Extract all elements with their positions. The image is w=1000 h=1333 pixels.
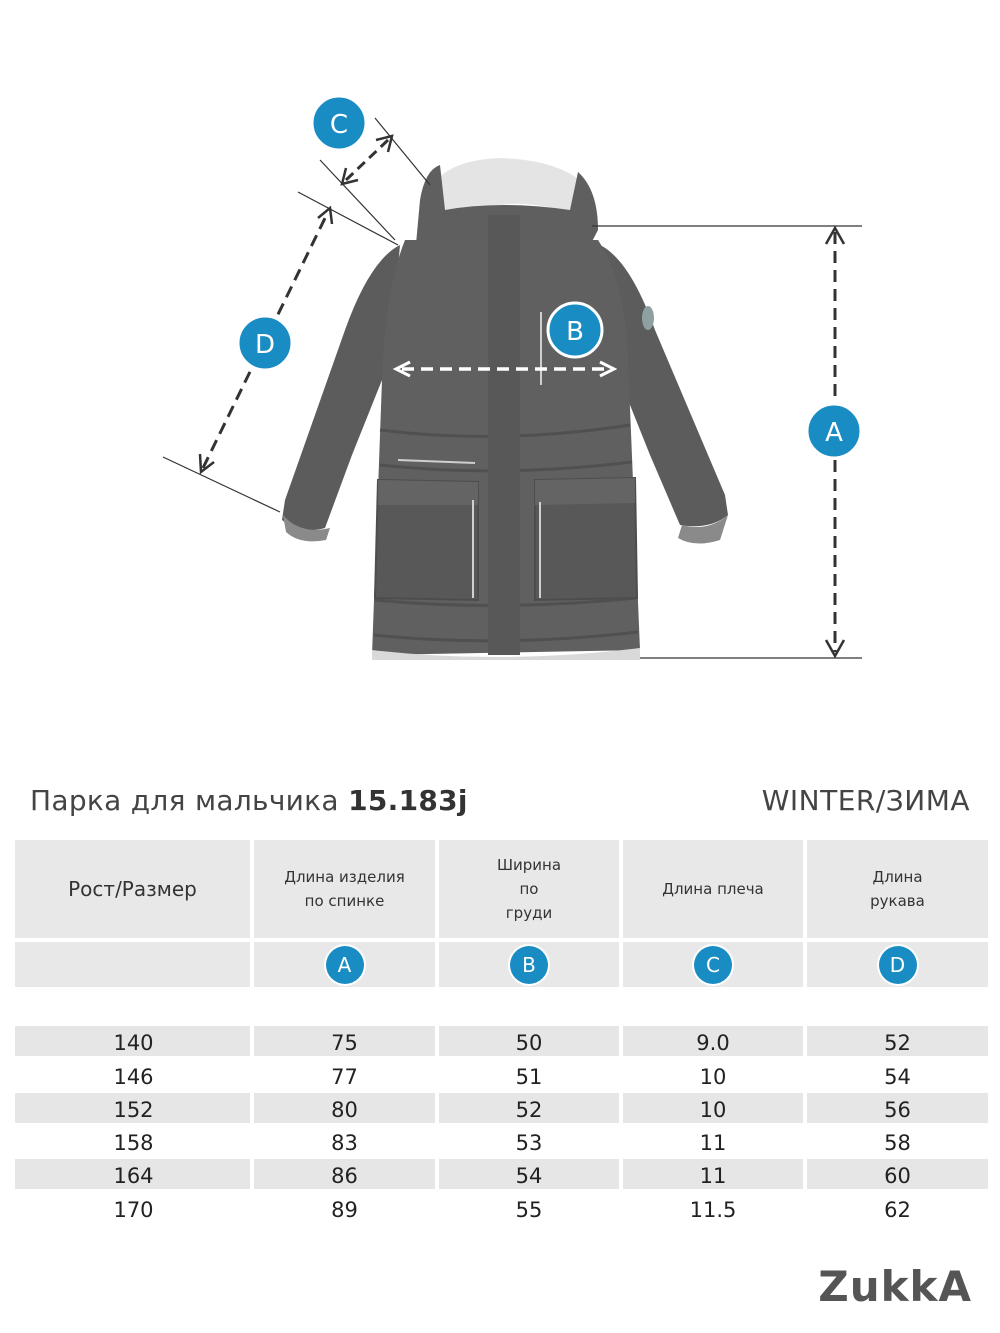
svg-text:B: B: [566, 317, 584, 347]
badge-d: [238, 316, 292, 370]
cell-length: 77: [331, 1065, 358, 1089]
table-row: [15, 1159, 988, 1189]
svg-text:D: D: [254, 330, 276, 360]
cell-sleeve: 52: [884, 1031, 911, 1055]
cell-chest: 55: [515, 1198, 543, 1222]
cell-shoulder: 10: [699, 1098, 727, 1122]
badge-cell-empty: [15, 942, 250, 987]
cell-size: 146: [113, 1065, 154, 1089]
badge-c: [312, 96, 366, 150]
column-header-size: Рост/Размер: [15, 840, 250, 938]
product-title-text: Парка для мальчика: [30, 784, 339, 817]
column-header-length: Длина изделия по спинке: [254, 840, 435, 938]
cell-length: 80: [331, 1098, 358, 1122]
column-header-chest: Ширина по груди: [439, 840, 619, 938]
cell-shoulder: 11.5: [689, 1198, 737, 1222]
product-title: [30, 784, 468, 817]
column-badge-c: C: [694, 946, 732, 984]
brand-logo: ZukkA: [818, 1262, 972, 1311]
cell-size: 164: [113, 1164, 154, 1188]
cell-shoulder: 11: [699, 1131, 727, 1155]
cell-sleeve: 56: [884, 1098, 911, 1122]
cell-sleeve: 62: [884, 1198, 911, 1222]
season-label: WINTER/ЗИМА: [761, 784, 970, 817]
cell-chest: 54: [515, 1164, 543, 1188]
column-header-sleeve: Длина рукава: [807, 840, 988, 938]
cell-length: 86: [331, 1164, 358, 1188]
cell-length: 89: [331, 1198, 358, 1222]
cell-length: 83: [331, 1131, 358, 1155]
parka-illustration: [282, 158, 728, 660]
cell-sleeve: 58: [884, 1131, 911, 1155]
cell-shoulder: 10: [699, 1065, 727, 1089]
cell-size: 170: [113, 1198, 154, 1222]
column-header-shoulder: Длина плеча: [623, 840, 803, 938]
cell-chest: 50: [515, 1031, 543, 1055]
cell-chest: 53: [515, 1131, 543, 1155]
table-row: [15, 1060, 988, 1090]
cell-chest: 51: [515, 1065, 543, 1089]
badge-a: [807, 404, 861, 458]
badge-cell-a: [254, 942, 435, 987]
badge-b: [548, 303, 602, 357]
cell-shoulder: 11: [699, 1164, 727, 1188]
product-model: 15.183j: [348, 784, 468, 817]
badge-cell-d: [807, 942, 988, 987]
column-badge-d: D: [879, 946, 917, 984]
column-badge-a: A: [326, 946, 364, 984]
cell-size: 140: [113, 1031, 154, 1055]
svg-text:C: C: [329, 110, 349, 140]
badge-cell-b: [439, 942, 619, 987]
table-row: [15, 1026, 988, 1056]
table-row: [15, 1093, 988, 1123]
column-badge-b: B: [510, 946, 548, 984]
cell-sleeve: 54: [884, 1065, 911, 1089]
badge-cell-c: [623, 942, 803, 987]
cell-sleeve: 60: [884, 1164, 911, 1188]
cell-length: 75: [331, 1031, 358, 1055]
svg-text:A: A: [825, 418, 843, 448]
cell-shoulder: 9.0: [696, 1031, 730, 1055]
cell-size: 152: [113, 1098, 154, 1122]
cell-chest: 52: [515, 1098, 543, 1122]
table-row: [15, 1126, 988, 1156]
cell-size: 158: [113, 1131, 154, 1155]
table-row: [15, 1193, 988, 1223]
